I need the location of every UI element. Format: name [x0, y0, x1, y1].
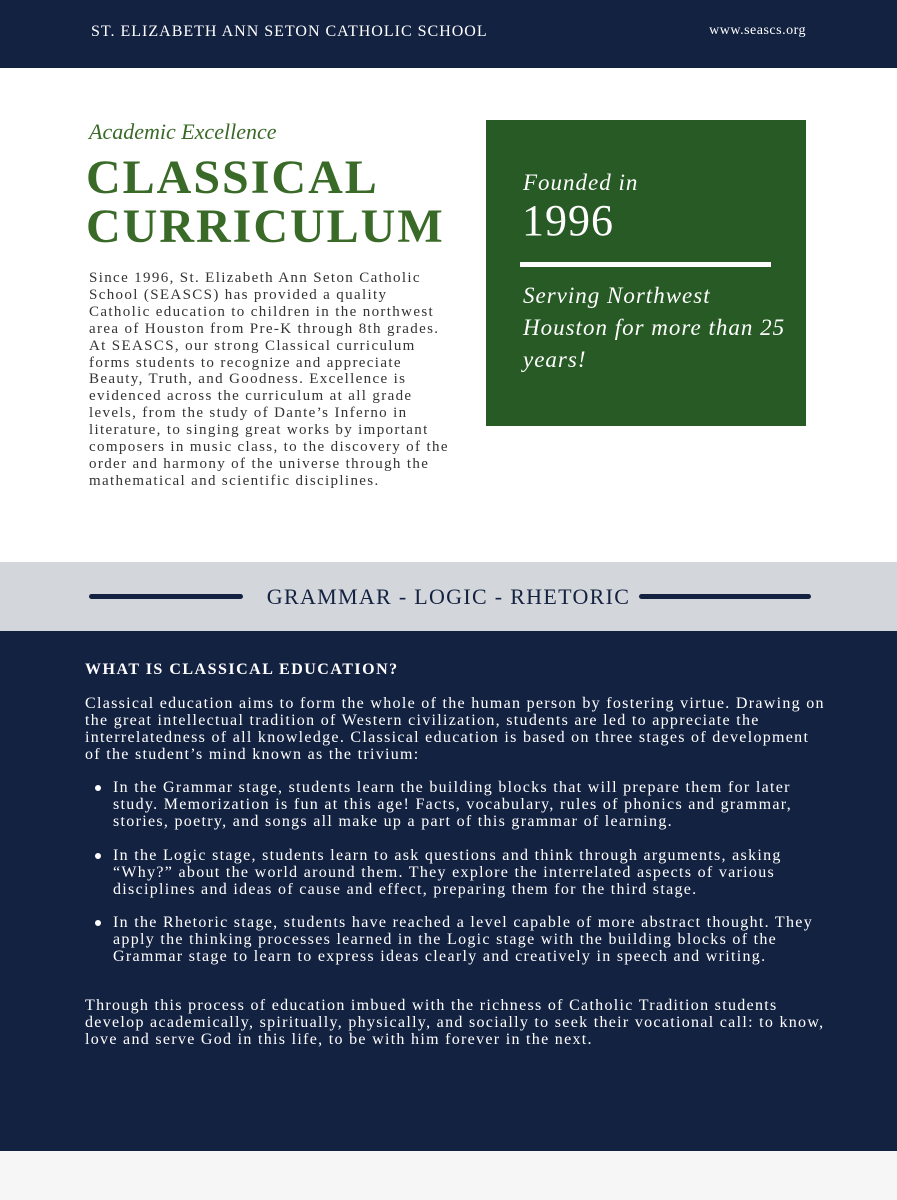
school-name: ST. ELIZABETH ANN SETON CATHOLIC SCHOOL — [91, 23, 488, 40]
founded-label: Founded in — [523, 170, 639, 195]
page-title: CLASSICAL CURRICULUM — [86, 151, 445, 253]
list-item-grammar: In the Grammar stage, students learn the building blocks that will prepare them for later study. Memorization is fun at this age! Facts, vocabulary, rules of phonics and grammar, stories, poetry, and songs all make up a part of this grammar of learning. — [113, 780, 825, 831]
website-link[interactable]: www.seascs.org — [709, 23, 806, 38]
classical-education-section — [0, 631, 897, 1151]
section-heading: WHAT IS CLASSICAL EDUCATION? — [85, 661, 399, 678]
founded-tagline: Serving Northwest Houston for more than 25 years! — [523, 283, 786, 372]
list-item-rhetoric: In the Rhetoric stage, students have reached a level capable of more abstract thought. They apply the thinking processes learned in the Logic stage with the building blocks of the Grammar stage to learn to express ideas clearly and creatively in speech and writing. — [113, 915, 825, 966]
trivium-band — [0, 562, 897, 631]
intro-paragraph: Since 1996, St. Elizabeth Ann Seton Catholic School (SEASCS) has provided a quality Catholic education to children in the northwest area of Houston from Pre-K through 8th grades. At SEASCS, our strong Classical curriculum forms students to recognize and appreciate Beauty, Truth, and Goodness. Excellence is evidenced across the curriculum at all grade levels, from the study of Dante’s Inferno in literature, to singing great works by important composers in music class, to the discovery of the order and harmony of the universe through the mathematical and scientific disciplines. — [89, 270, 449, 489]
trivium-heading: GRAMMAR - LOGIC - RHETORIC — [266, 584, 631, 609]
callout-divider — [520, 262, 771, 267]
footer-strip — [0, 1151, 897, 1200]
section-closing: Through this process of education imbued with the richness of Catholic Tradition students develop academically, spiritually, physically, and socially to seek their vocational call: to know, love and serve God in this life, to be with him forever in the next. — [85, 997, 825, 1048]
band-rule-right — [639, 594, 811, 599]
section-kicker: Academic Excellence — [89, 119, 277, 144]
list-item-logic: In the Logic stage, students learn to ask questions and think through arguments, asking “Why?” about the world around them. They explore the interrelated aspects of various disciplines and ideas of cause and effect, preparing them for the third stage. — [113, 848, 825, 899]
top-banner — [0, 0, 897, 68]
founded-year: 1996 — [522, 196, 614, 245]
trivium-stages-list — [113, 780, 825, 983]
founded-callout — [486, 120, 806, 426]
section-intro: Classical education aims to form the whole of the human person by fostering virtue. Drawing on the great intellectual tradition of Western civilization, students are led to appreciate the interrelatedness of all knowledge. Classical education is based on three stages of development of the student’s mind known as the trivium: — [85, 695, 825, 763]
